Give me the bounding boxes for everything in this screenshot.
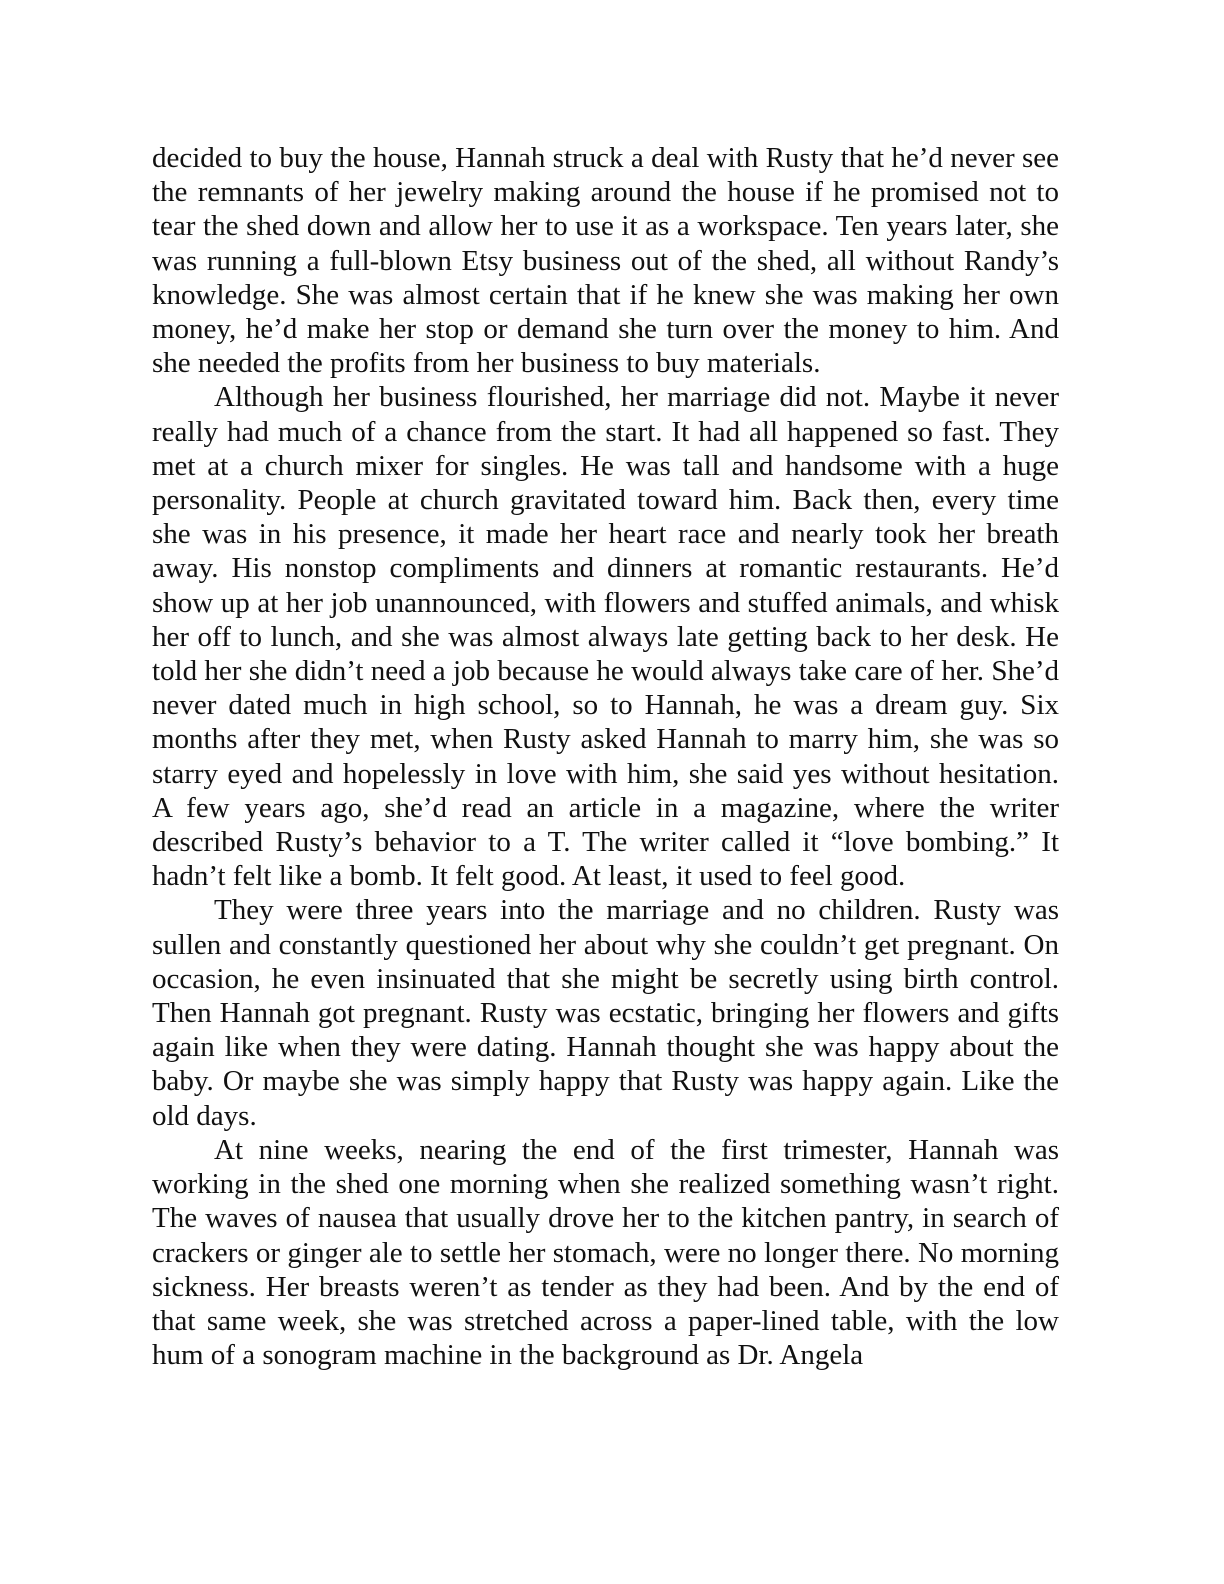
paragraph-1: decided to buy the house, Hannah struck a deal with Rusty that he’d never see the remnants of her jewelry making around the house if he promised not to tear the shed down and allow her to use it as a workspace. Ten years later, she was running a full-blown Etsy business out of the shed, all without Randy’s knowledge. She was almost certain that if he knew she was making her own money, he’d make her stop or demand she turn over the money to him. And she needed the profits from her business to buy materials. [152, 142, 1059, 380]
paragraph-4: At nine weeks, nearing the end of the first trimester, Hannah was working in the shed one morning when she realized something wasn’t right. The waves of nausea that usually drove her to the kitchen pantry, in search of crackers or ginger ale to settle her stomach, were no longer there. No morning sickness. Her breasts weren’t as tender as they had been. And by the end of that same week, she was stretched across a paper-lined table, with the low hum of a sonogram machine in the background as Dr. Angela [152, 1133, 1059, 1372]
document-page [152, 141, 1059, 1372]
paragraph-3: They were three years into the marriage and no children. Rusty was sullen and constantly questioned her about why she couldn’t get pregnant. On occasion, he even insinuated that she might be secretly using birth control. Then Hannah got pregnant. Rusty was ecstatic, bringing her flowers and gifts again like when they were dating. Hannah thought she was happy about the baby. Or maybe she was simply happy that Rusty was happy again. Like the old days. [152, 894, 1059, 1132]
paragraph-2: Although her business flourished, her marriage did not. Maybe it never really had much of a chance from the start. It had all happened so fast. They met at a church mixer for singles. He was tall and handsome with a huge personality. People at church gravitated toward him. Back then, every time she was in his presence, it made her heart race and nearly took her breath away. His nonstop compliments and dinners at romantic restaurants. He’d show up at her job unannounced, with flowers and stuffed animals, and whisk her off to lunch, and she was almost always late getting back to her desk. He told her she didn’t need a job because he would always take care of her. She’d never dated much in high school, so to Hannah, he was a dream guy. Six months after they met, when Rusty asked Hannah to marry him, she was so starry eyed and hopelessly in love with him, she said yes without hesitation. A few years ago, she’d read an article in a magazine, where the writer described Rusty’s behavior to a T. The writer called it “love bombing.” It hadn’t felt like a bomb. It felt good. At least, it used to feel good. [152, 381, 1059, 893]
